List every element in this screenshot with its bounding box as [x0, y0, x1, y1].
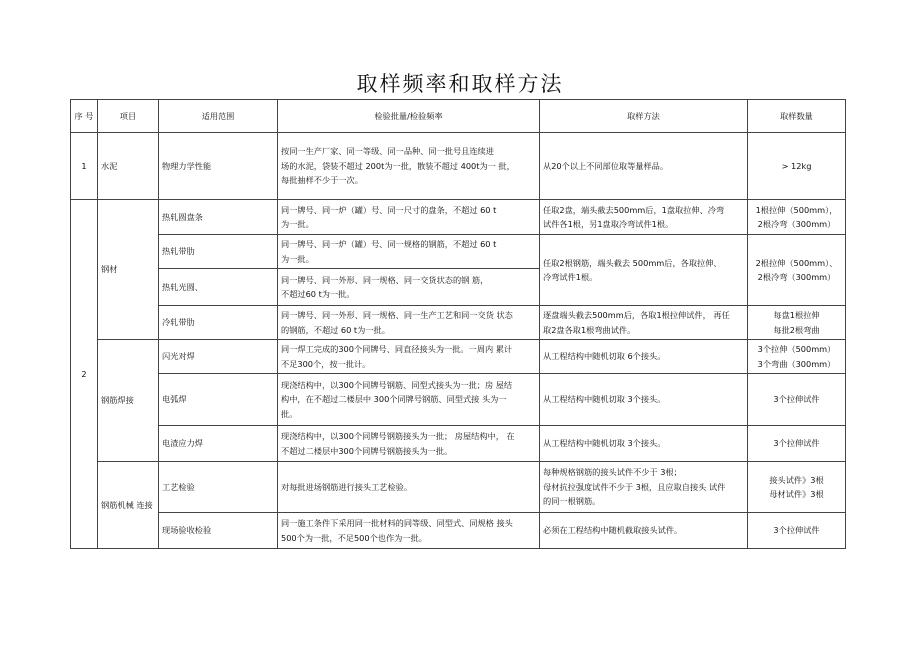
- scope-cell: 现场验收检验: [159, 513, 278, 549]
- qty-cell: [748, 235, 846, 306]
- method-line: 任取2盘，端头截去500mm后，1盘取拉伸、冷弯: [543, 204, 725, 215]
- table-row: [71, 513, 846, 549]
- qty-cell: 3个拉伸试件: [748, 513, 846, 549]
- table-row: [71, 340, 846, 374]
- qty-line: 母材试件》3根: [769, 489, 824, 499]
- header-seq: 序 号: [71, 100, 98, 133]
- qty-cell: 3个拉伸试件: [748, 374, 846, 426]
- method-cell: [540, 200, 748, 235]
- batch-line: 不足300个，按一批计。: [281, 358, 371, 369]
- batch-line: 现浇结构中，以300个同牌号钢筋、同型式接头为一批；房 屋结: [281, 379, 513, 390]
- table-row: [71, 235, 846, 269]
- batch-line: 不超过二楼层中300个同牌号钢筋接头为一批。: [281, 445, 453, 456]
- batch-line: 同一牌号、同一外形、同一规格、同一交货状态的钢 筋，: [281, 274, 489, 285]
- seq-cell: 2: [71, 200, 98, 549]
- seq-cell: 1: [71, 133, 98, 200]
- batch-cell: [278, 374, 540, 426]
- scope-cell: 闪光对焊: [159, 340, 278, 374]
- batch-cell: 对每批进场钢筋进行接头工艺检验。: [278, 462, 540, 513]
- batch-line: 不超过60 t为一批。: [281, 289, 355, 299]
- qty-line: 接头试件》3根: [769, 474, 824, 485]
- method-cell: 从20个以上不同部位取等量样品。: [540, 133, 748, 200]
- batch-line: 为一批。: [281, 253, 314, 264]
- header-method: 取样方法: [540, 100, 748, 133]
- method-line: 任取2根钢筋，端头截去 500mm后，各取拉伸、: [543, 257, 722, 268]
- qty-cell: > 12kg: [748, 133, 846, 200]
- batch-line: 同一牌号、同一外形、同一规格、同一生产工艺和同一交货 状态: [281, 310, 513, 321]
- table-row: [71, 306, 846, 340]
- scope-cell: 热轧圆盘条: [159, 200, 278, 235]
- method-line: 每种规格钢筋的接头试件不少于 3根；: [543, 467, 682, 478]
- method-line: 的同一根钢筋。: [543, 496, 601, 507]
- header-scope: 适用范围: [159, 100, 278, 133]
- batch-cell: [278, 513, 540, 549]
- scope-cell: 电弧焊: [159, 374, 278, 426]
- batch-line: 现浇结构中，以300个同牌号钢筋接头为一批； 房屋结构中， 在: [281, 431, 515, 442]
- qty-line: 3个拉伸（500mm）: [757, 344, 836, 355]
- batch-line: 为一批。: [281, 219, 314, 229]
- batch-line: 批。: [281, 408, 298, 419]
- method-line: 逐盘端头截去500mm后，各取1根拉伸试件， 再任: [543, 310, 730, 321]
- item-cell: 钢筋焊接: [98, 340, 159, 462]
- qty-line: 2根冷弯（300mm）: [757, 219, 836, 229]
- qty-line: 3个弯曲（300mm）: [757, 358, 836, 369]
- scope-cell: 热轧光圆、: [159, 269, 278, 306]
- qty-line: 1根拉伸（500mm），: [755, 204, 838, 215]
- method-line: 冷弯试件1根。: [543, 272, 598, 282]
- qty-cell: [748, 462, 846, 513]
- batch-line: 构中，在不超过二楼层中 300个同牌号钢筋、同型式接 头为一: [281, 394, 507, 405]
- scope-cell: 热轧带肋: [159, 235, 278, 269]
- item-cell: 钢材: [98, 200, 159, 340]
- sampling-table: [70, 99, 846, 549]
- method-cell: 从工程结构中随机切取 6个接头。: [540, 340, 748, 374]
- table-row: [71, 462, 846, 513]
- batch-line: 同一焊工完成的300个同牌号、同直径接头为一批。一周内 累计: [281, 344, 513, 355]
- batch-line: 的钢筋，不超过 60 t为一批。: [281, 324, 390, 335]
- table-row: [71, 426, 846, 462]
- method-cell: [540, 462, 748, 513]
- method-cell: 从工程结构中随机切取 3个接头。: [540, 374, 748, 426]
- table-row: [71, 374, 846, 426]
- batch-cell: [278, 133, 540, 200]
- scope-cell: 工艺检验: [159, 462, 278, 513]
- table-header-row: [71, 100, 846, 133]
- batch-line: 场的水泥，袋装不超过 200t为一批，散装不超过 400t为一 批，: [281, 160, 515, 171]
- method-cell: [540, 306, 748, 340]
- method-cell: [540, 235, 748, 306]
- qty-line: 2根冷弯（300mm）: [757, 272, 836, 282]
- scope-cell: 物理力学性能: [159, 133, 278, 200]
- table-row: [71, 133, 846, 200]
- method-cell: 必须在工程结构中随机截取接头试件。: [540, 513, 748, 549]
- document-title: 取样频率和取样方法: [356, 72, 564, 96]
- batch-line: 同一施工条件下采用同一批材料的同等级、同型式、同规格 接头: [281, 518, 513, 529]
- method-cell: 从工程结构中随机切取 3个接头。: [540, 426, 748, 462]
- qty-cell: [748, 340, 846, 374]
- batch-cell: [278, 269, 540, 306]
- item-cell: 水泥: [98, 133, 159, 200]
- batch-cell: [278, 235, 540, 269]
- batch-cell: [278, 200, 540, 235]
- method-line: 取2盘各取1根弯曲试件。: [543, 324, 636, 335]
- batch-line: 同一牌号、同一炉（罐）号、同一尺寸的盘条，不超过 60 t: [281, 204, 497, 215]
- batch-line: 每批抽样不少于一次。: [281, 175, 363, 186]
- qty-cell: 3个拉伸试件: [748, 426, 846, 462]
- batch-cell: [278, 306, 540, 340]
- header-qty: 取样数量: [748, 100, 846, 133]
- item-cell: 钢筋机械 连接: [98, 462, 159, 549]
- batch-line: 500个为一批，不足500个也作为一批。: [281, 532, 427, 543]
- batch-cell: [278, 340, 540, 374]
- qty-cell: [748, 306, 846, 340]
- header-batch: 检验批量/检验频率: [278, 100, 540, 133]
- qty-line: 每盘1根拉伸: [773, 310, 820, 321]
- batch-cell: [278, 426, 540, 462]
- qty-cell: [748, 200, 846, 235]
- batch-line: 同一牌号、同一炉（罐）号、同一规格的钢筋，不超过 60 t: [281, 239, 497, 250]
- scope-cell: 电渣应力焊: [159, 426, 278, 462]
- method-line: 试件各1根，另1盘取冷弯试件1根。: [543, 219, 674, 229]
- batch-line: 按同一生产厂家、同一等级、同一品种、同一批号且连续进: [281, 146, 494, 157]
- qty-line: 每批2根弯曲: [773, 324, 820, 335]
- table-row: [71, 200, 846, 235]
- scope-cell: 冷轧带肋: [159, 306, 278, 340]
- qty-line: 2根拉伸（500mm）、: [755, 257, 838, 268]
- header-item: 项目: [98, 100, 159, 133]
- method-line: 母材抗拉强度试件不少于 3根，且应取自接头 试件: [543, 481, 726, 492]
